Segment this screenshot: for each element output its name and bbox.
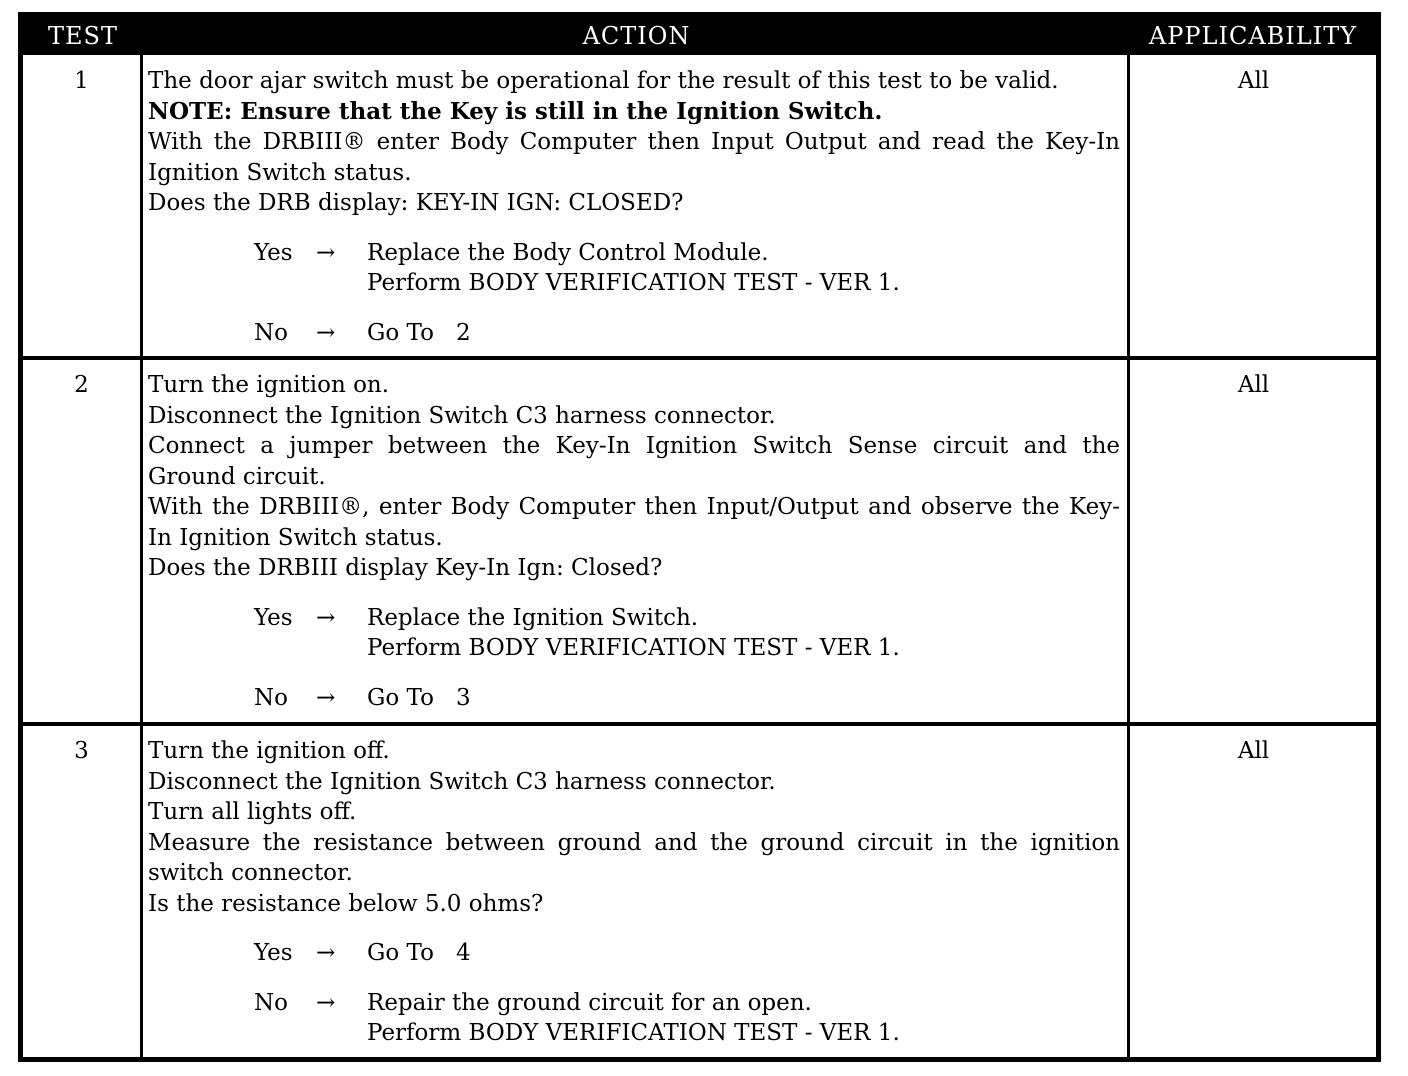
result-text: Replace the Ignition Switch.	[367, 604, 699, 631]
yes-result-continued	[148, 268, 1120, 299]
no-result-continued	[148, 1018, 1120, 1049]
question-line: Does the DRBIII display Key-In Ign: Closed?	[148, 555, 663, 581]
arrow-icon: →	[316, 989, 336, 1016]
goto-link[interactable]	[367, 938, 471, 969]
no-label: No	[254, 989, 288, 1016]
instruction-line: Disconnect the Ignition Switch C3 harness connector.	[148, 768, 776, 795]
question-line: Is the resistance below 5.0 ohms?	[148, 890, 544, 917]
goto-link[interactable]	[367, 683, 471, 714]
goto-label: Go To	[367, 684, 434, 711]
result-text: Perform BODY VERIFICATION TEST - VER 1.	[367, 1020, 900, 1046]
instruction-line: Turn the ignition off.	[148, 738, 390, 764]
goto-number: 3	[455, 684, 471, 711]
row-divider-2	[23, 722, 1376, 726]
yes-label: Yes	[254, 940, 293, 966]
goto-number: 2	[455, 319, 471, 346]
no-result	[148, 988, 1120, 1019]
instruction-line: Turn all lights off.	[148, 799, 357, 825]
arrow-icon: →	[316, 319, 336, 346]
instruction-line: Disconnect the Ignition Switch C3 harness connector.	[148, 402, 776, 429]
no-result	[148, 683, 1120, 714]
arrow-icon: →	[316, 239, 336, 266]
question-line: Does the DRB display: KEY-IN IGN: CLOSED?	[148, 190, 684, 216]
yes-result-continued	[148, 633, 1120, 664]
header-test: TEST	[48, 22, 118, 50]
column-divider-applicability	[1127, 55, 1130, 1057]
column-divider-test	[140, 55, 143, 1057]
instruction-line: Connect a jumper between the Key-In Ignition Switch Sense circuit and the Ground circuit.	[148, 433, 1120, 490]
arrow-icon: →	[316, 604, 336, 631]
table-header	[23, 17, 1376, 55]
applicability-value: All	[1237, 372, 1270, 398]
instruction-line: With the DRBIII®, enter Body Computer then Input/Output and observe the Key-In Ignition Switch status.	[148, 494, 1120, 551]
yes-result	[148, 938, 1120, 969]
goto-label: Go To	[367, 319, 434, 346]
note-line: NOTE: Ensure that the Key is still in the Ignition Switch.	[148, 97, 883, 125]
test-number: 2	[74, 372, 89, 398]
result-text: Replace the Body Control Module.	[367, 239, 769, 266]
header-applicability: APPLICABILITY	[1148, 22, 1358, 50]
result-text: Repair the ground circuit for an open.	[367, 989, 812, 1016]
no-result	[148, 318, 1120, 349]
yes-label: Yes	[254, 604, 293, 631]
test-number: 1	[74, 68, 89, 94]
action-cell-2	[148, 370, 1120, 713]
applicability-value: All	[1237, 68, 1270, 94]
row-divider-1	[23, 356, 1376, 360]
test-number: 3	[74, 738, 89, 764]
applicability-value: All	[1237, 738, 1270, 764]
instruction-line: Turn the ignition on.	[148, 372, 390, 398]
no-label: No	[254, 319, 288, 346]
header-action: ACTION	[582, 22, 691, 50]
yes-label: Yes	[254, 239, 293, 266]
goto-link[interactable]	[367, 318, 471, 349]
instruction-line: The door ajar switch must be operational for the result of this test to be valid.	[148, 68, 1059, 94]
goto-number: 4	[455, 940, 471, 966]
action-cell-3	[148, 736, 1120, 1049]
arrow-icon: →	[316, 684, 336, 711]
goto-label: Go To	[367, 940, 434, 966]
yes-result	[148, 603, 1120, 634]
instruction-line: Measure the resistance between ground and the ground circuit in the ignition switch connector.	[148, 829, 1120, 886]
instruction-line: With the DRBIII® enter Body Computer then Input Output and read the Key-In Ignition Switch status.	[148, 129, 1120, 186]
action-cell-1	[148, 66, 1120, 348]
no-label: No	[254, 684, 288, 711]
arrow-icon: →	[316, 940, 336, 966]
result-text: Perform BODY VERIFICATION TEST - VER 1.	[367, 635, 900, 661]
yes-result	[148, 238, 1120, 269]
result-text: Perform BODY VERIFICATION TEST - VER 1.	[367, 270, 900, 296]
diagnostic-test-table	[18, 12, 1381, 1062]
